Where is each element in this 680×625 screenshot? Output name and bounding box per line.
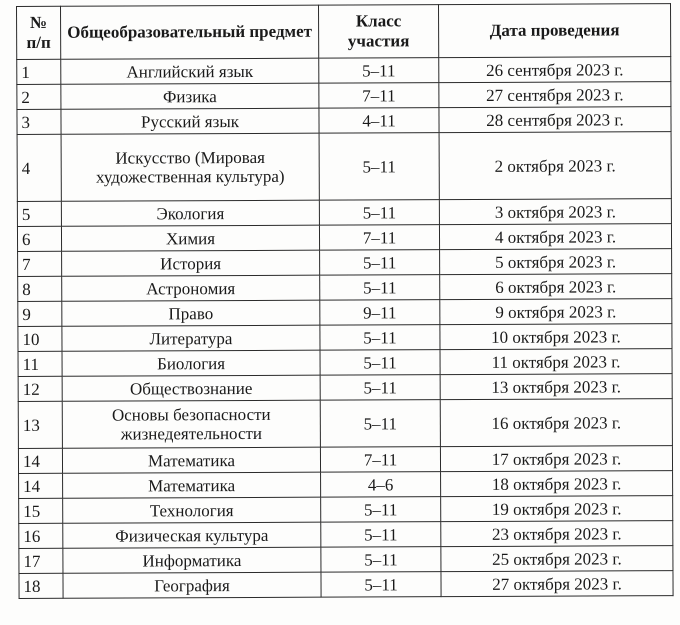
date-cell: 4 октября 2023 г. xyxy=(439,224,671,250)
header-date: Дата проведения xyxy=(438,4,670,58)
grade-cell: 5–11 xyxy=(321,522,441,548)
table-row xyxy=(17,57,671,85)
table-row xyxy=(18,274,672,302)
table-row xyxy=(19,471,673,499)
grade-cell: 5–11 xyxy=(320,400,440,448)
date-cell: 18 октября 2023 г. xyxy=(441,471,673,497)
date-cell: 26 сентября 2023 г. xyxy=(439,57,671,83)
grade-cell: 5–11 xyxy=(319,58,439,84)
subject-cell: Математика xyxy=(62,447,320,473)
header-grade: Класс участия xyxy=(318,5,438,59)
row-number: 18 xyxy=(19,573,63,598)
grade-cell: 5–11 xyxy=(321,572,441,598)
date-cell: 27 сентября 2023 г. xyxy=(439,82,671,108)
subject-cell: Биология xyxy=(62,350,320,376)
table-row xyxy=(17,107,671,135)
row-number: 6 xyxy=(17,226,61,251)
grade-cell: 5–11 xyxy=(321,497,441,523)
grade-cell: 5–11 xyxy=(321,547,441,573)
subject-cell: Информатика xyxy=(63,547,321,573)
subject-cell: Физическая культура xyxy=(63,522,321,548)
date-cell: 16 октября 2023 г. xyxy=(440,399,672,447)
subject-cell: Право xyxy=(62,300,320,326)
date-cell: 6 октября 2023 г. xyxy=(440,274,672,300)
date-cell: 23 октября 2023 г. xyxy=(441,521,673,547)
table-row xyxy=(17,224,671,252)
date-cell: 9 октября 2023 г. xyxy=(440,299,672,325)
table-row xyxy=(17,132,671,202)
date-cell: 19 октября 2023 г. xyxy=(441,496,673,522)
subject-cell: Технология xyxy=(63,497,321,523)
table-row xyxy=(18,249,672,277)
subject-cell: Астрономия xyxy=(62,275,320,301)
subject-cell: Искусство (Мировая художественная культура) xyxy=(61,133,319,201)
grade-cell: 7–11 xyxy=(320,447,440,473)
row-number: 17 xyxy=(19,548,63,573)
row-number: 2 xyxy=(17,84,61,109)
subject-cell: Физика xyxy=(61,83,319,109)
grade-cell: 5–11 xyxy=(320,375,440,401)
table-row xyxy=(18,299,672,327)
table-row xyxy=(18,324,672,352)
grade-cell: 5–11 xyxy=(320,350,440,376)
grade-cell: 4–11 xyxy=(319,108,439,134)
table-body xyxy=(17,57,673,599)
grade-cell: 5–11 xyxy=(319,133,439,201)
header-num: № п/п xyxy=(17,6,61,59)
date-cell: 28 сентября 2023 г. xyxy=(439,107,671,133)
subject-cell: География xyxy=(63,572,321,598)
subject-cell: Основы безопасности жизнедеятельности xyxy=(62,400,320,448)
subject-cell: История xyxy=(62,250,320,276)
row-number: 11 xyxy=(18,351,62,376)
subject-cell: Химия xyxy=(61,225,319,251)
row-number: 9 xyxy=(18,301,62,326)
subject-cell: Обществознание xyxy=(62,375,320,401)
olympiad-schedule-table xyxy=(16,3,674,599)
grade-cell: 5–11 xyxy=(320,275,440,301)
row-number: 12 xyxy=(18,376,62,401)
row-number: 5 xyxy=(17,201,61,226)
table-row xyxy=(18,446,672,474)
subject-cell: Экология xyxy=(61,200,319,226)
table-row xyxy=(19,571,673,599)
grade-cell: 7–11 xyxy=(319,225,439,251)
date-cell: 3 октября 2023 г. xyxy=(439,199,671,225)
header-row xyxy=(17,4,671,60)
grade-cell: 9–11 xyxy=(320,300,440,326)
row-number: 10 xyxy=(18,326,62,351)
date-cell: 2 октября 2023 г. xyxy=(439,132,671,200)
grade-cell: 5–11 xyxy=(320,250,440,276)
grade-cell: 4–6 xyxy=(321,472,441,498)
table-row xyxy=(17,199,671,227)
row-number: 14 xyxy=(18,448,62,473)
row-number: 14 xyxy=(19,473,63,498)
row-number: 15 xyxy=(19,498,63,523)
date-cell: 25 октября 2023 г. xyxy=(441,546,673,572)
table-row xyxy=(18,374,672,402)
row-number: 13 xyxy=(18,401,62,448)
subject-cell: Литература xyxy=(62,325,320,351)
subject-cell: Английский язык xyxy=(61,58,319,84)
table-row xyxy=(19,546,673,574)
date-cell: 27 октября 2023 г. xyxy=(441,571,673,597)
header-subject: Общеобразовательный предмет xyxy=(61,5,319,59)
date-cell: 17 октября 2023 г. xyxy=(440,446,672,472)
grade-cell: 5–11 xyxy=(320,325,440,351)
row-number: 3 xyxy=(17,109,61,134)
subject-cell: Русский язык xyxy=(61,108,319,134)
table-row xyxy=(19,496,673,524)
row-number: 1 xyxy=(17,59,61,84)
table-row xyxy=(19,521,673,549)
grade-cell: 7–11 xyxy=(319,83,439,109)
subject-cell: Математика xyxy=(63,472,321,498)
date-cell: 10 октября 2023 г. xyxy=(440,324,672,350)
grade-cell: 5–11 xyxy=(319,200,439,226)
row-number: 4 xyxy=(17,134,61,201)
table-header xyxy=(17,4,671,60)
date-cell: 5 октября 2023 г. xyxy=(440,249,672,275)
date-cell: 11 октября 2023 г. xyxy=(440,349,672,375)
row-number: 8 xyxy=(18,276,62,301)
table-row xyxy=(18,399,672,449)
row-number: 16 xyxy=(19,523,63,548)
row-number: 7 xyxy=(18,251,62,276)
date-cell: 13 октября 2023 г. xyxy=(440,374,672,400)
table-row xyxy=(18,349,672,377)
table-row xyxy=(17,82,671,110)
